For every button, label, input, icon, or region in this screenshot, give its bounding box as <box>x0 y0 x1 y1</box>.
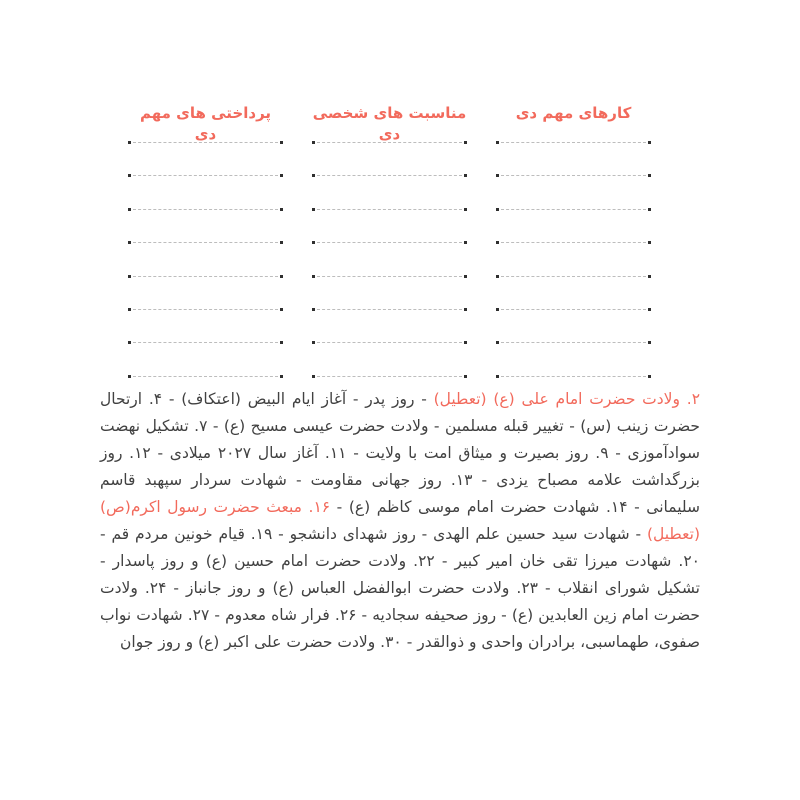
planner-columns <box>128 103 651 393</box>
line-end-dot <box>464 208 467 211</box>
line-end-dot <box>312 341 315 344</box>
line-end-dot <box>280 341 283 344</box>
line-end-dot <box>280 308 283 311</box>
line-end-dot <box>648 241 651 244</box>
writing-line <box>128 226 283 259</box>
line-end-dot <box>128 275 131 278</box>
notes-highlight-segment: ۲. ولادت حضرت امام علی (ع) (تعطیل) <box>433 390 701 408</box>
dotted-rule <box>317 276 462 277</box>
line-end-dot <box>464 241 467 244</box>
line-end-dot <box>128 375 131 378</box>
dotted-rule <box>317 242 462 243</box>
dotted-rule <box>133 376 278 377</box>
dotted-rule <box>133 142 278 143</box>
line-end-dot <box>648 275 651 278</box>
dotted-rule <box>317 142 462 143</box>
line-end-dot <box>496 208 499 211</box>
dotted-rule <box>317 342 462 343</box>
dotted-rule <box>501 276 646 277</box>
writing-line <box>128 293 283 326</box>
line-end-dot <box>648 141 651 144</box>
line-end-dot <box>312 275 315 278</box>
writing-line <box>496 293 651 326</box>
dotted-rule <box>501 342 646 343</box>
notes-text-segment: - شهادت سید حسین علم الهدی - روز شهدای دانشجو - ۱۹. قیام خونین مردم قم - ۲۰. شهادت میرزا تقی خان امیر کبیر - ۲۲. ولادت حضرت امام حسین (ع) و روز پاسدار - تشکیل شورای انقلاب - ۲۳. ولادت حضرت ابوالفضل العباس (ع) و روز جانباز - ۲۴. ولادت حضرت امام زین العابدین (ع) - روز صحیفه سجادیه - ۲۶. فرار شاه معدوم - ۲۷. شهادت نواب صفوی، طهماسبی، برادران واحدی و ذوالقدر - ۳۰. ولادت حضرت علی اکبر (ع) و روز جوان <box>100 525 700 651</box>
dotted-rule <box>133 309 278 310</box>
line-end-dot <box>280 141 283 144</box>
dotted-rule <box>501 175 646 176</box>
writing-line <box>128 193 283 226</box>
column-title-payments: پرداختی های مهم دی <box>139 104 272 143</box>
line-end-dot <box>464 308 467 311</box>
line-end-dot <box>648 208 651 211</box>
line-end-dot <box>648 174 651 177</box>
line-end-dot <box>128 208 131 211</box>
writing-line <box>128 260 283 293</box>
writing-lines-tasks <box>496 126 651 393</box>
line-end-dot <box>464 174 467 177</box>
dotted-rule <box>133 209 278 210</box>
line-end-dot <box>648 308 651 311</box>
dotted-rule <box>317 309 462 310</box>
calendar-notes <box>100 386 700 656</box>
writing-line <box>496 193 651 226</box>
writing-line <box>128 326 283 359</box>
line-end-dot <box>128 174 131 177</box>
line-end-dot <box>312 308 315 311</box>
dotted-rule <box>317 209 462 210</box>
writing-line <box>496 260 651 293</box>
line-end-dot <box>648 375 651 378</box>
line-end-dot <box>280 241 283 244</box>
writing-line <box>312 126 467 159</box>
dotted-rule <box>501 142 646 143</box>
writing-line <box>312 260 467 293</box>
line-end-dot <box>128 341 131 344</box>
writing-lines-payments <box>128 126 283 393</box>
writing-line <box>496 226 651 259</box>
line-end-dot <box>128 308 131 311</box>
line-end-dot <box>464 375 467 378</box>
notes-text-segment: - روز پدر - آغاز ایام البیض (اعتکاف) - ۴. ارتحال حضرت زینب (س) - تغییر قبله مسلمین - ولادت حضرت عیسی مسیح (ع) - ۷. تشکیل نهضت سوادآموزی - ۹. روز بصیرت و میثاق امت با ولایت - ۱۱. آغاز سال ۲۰۲۷ میلادی - ۱۲. روز بزرگداشت علامه مصباح یزدی - ۱۳. روز جهانی مقاومت - شهادت سردار سپهبد قاسم سلیمانی - ۱۴. شهادت حضرت امام موسی کاظم (ع) - <box>100 390 700 516</box>
dotted-rule <box>133 242 278 243</box>
writing-line <box>312 326 467 359</box>
line-end-dot <box>464 141 467 144</box>
line-end-dot <box>280 375 283 378</box>
line-end-dot <box>312 141 315 144</box>
line-end-dot <box>496 275 499 278</box>
dotted-rule <box>501 242 646 243</box>
line-end-dot <box>496 341 499 344</box>
line-end-dot <box>496 241 499 244</box>
writing-line <box>496 326 651 359</box>
dotted-rule <box>501 209 646 210</box>
dotted-rule <box>133 342 278 343</box>
line-end-dot <box>312 174 315 177</box>
line-end-dot <box>496 375 499 378</box>
dotted-rule <box>133 276 278 277</box>
line-end-dot <box>648 341 651 344</box>
dotted-rule <box>501 309 646 310</box>
writing-lines-personal <box>312 126 467 393</box>
notes-highlight-segment: ۱۶. مبعث حضرت رسول اکرم(ص) (تعطیل) <box>100 498 700 543</box>
writing-line <box>496 126 651 159</box>
writing-line <box>312 193 467 226</box>
writing-line <box>496 159 651 192</box>
dotted-rule <box>501 376 646 377</box>
line-end-dot <box>312 375 315 378</box>
line-end-dot <box>312 208 315 211</box>
line-end-dot <box>128 241 131 244</box>
line-end-dot <box>280 275 283 278</box>
line-end-dot <box>312 241 315 244</box>
line-end-dot <box>280 208 283 211</box>
column-personal-occasions <box>312 103 467 393</box>
writing-line <box>312 226 467 259</box>
writing-line <box>312 293 467 326</box>
line-end-dot <box>464 275 467 278</box>
line-end-dot <box>280 174 283 177</box>
line-end-dot <box>496 308 499 311</box>
column-title-tasks: کارهای مهم دی <box>515 104 632 122</box>
dotted-rule <box>317 175 462 176</box>
writing-line <box>128 126 283 159</box>
column-important-payments <box>128 103 283 393</box>
line-end-dot <box>464 341 467 344</box>
dotted-rule <box>133 175 278 176</box>
column-title-personal: مناسبت های شخصی دی <box>312 104 467 143</box>
dotted-rule <box>317 376 462 377</box>
writing-line <box>312 159 467 192</box>
column-important-tasks <box>496 103 651 393</box>
line-end-dot <box>496 141 499 144</box>
line-end-dot <box>496 174 499 177</box>
line-end-dot <box>128 141 131 144</box>
writing-line <box>128 159 283 192</box>
